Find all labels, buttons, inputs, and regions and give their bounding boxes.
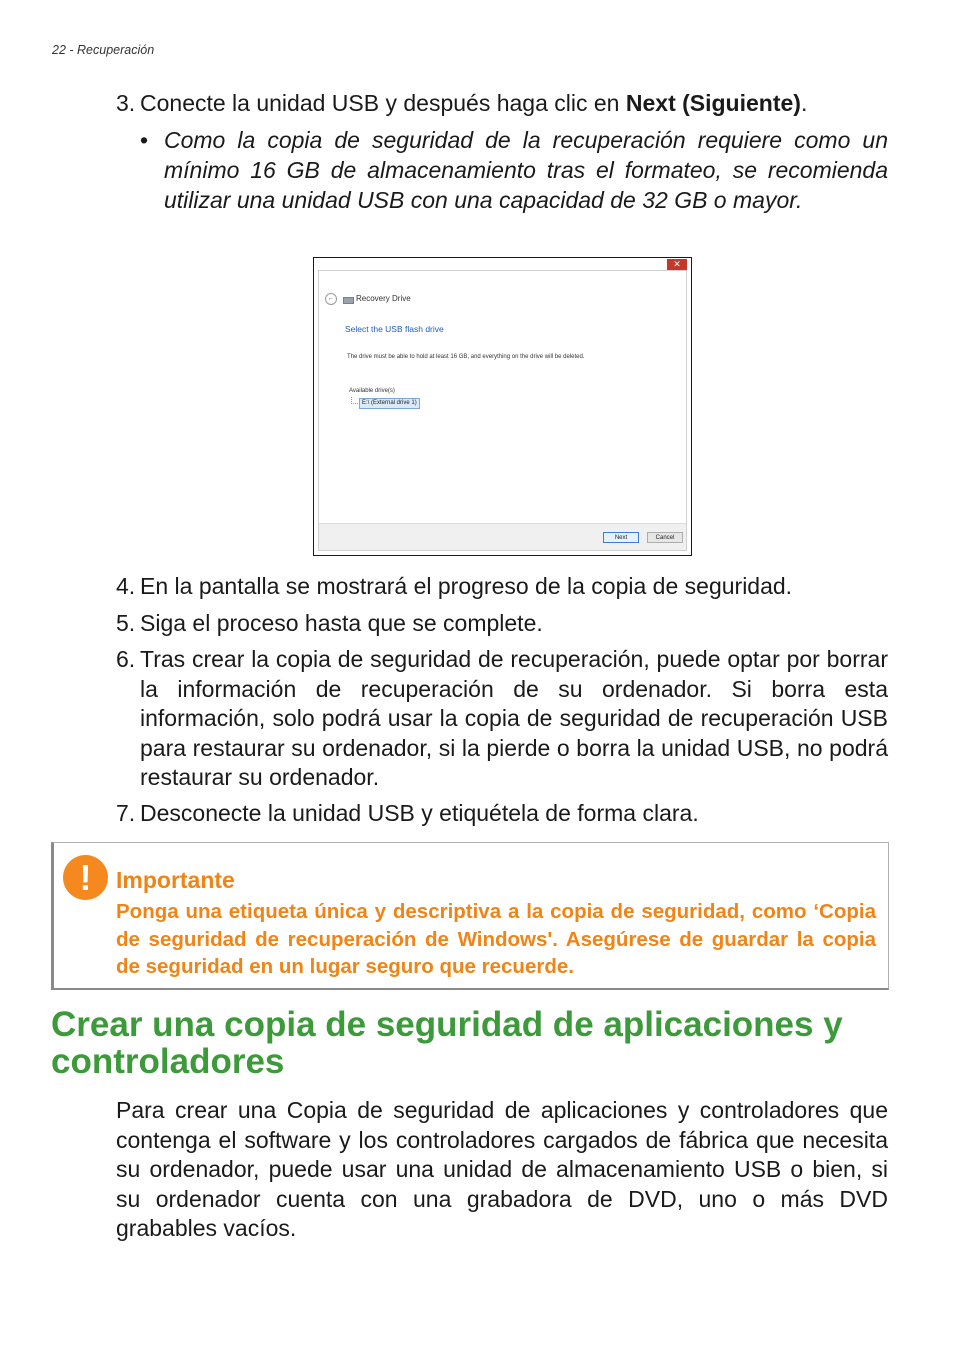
step-text-part: . — [800, 90, 808, 116]
dialog-description: The drive must be able to hold at least 16 GB, and everything on the drive will be deleted. — [347, 354, 585, 360]
bullet-note — [140, 125, 888, 215]
bullet-symbol: • — [140, 127, 149, 153]
section-paragraph: Para crear una Copia de seguridad de aplicaciones y controladores que contenga el software y los controladores cargados de fábrica que necesita su ordenador, puede usar una unidad de almacenamiento USB o bien, si su ordenador cuenta con una grabadora de DVD, uno o más DVD grabables vacíos. — [116, 1097, 888, 1241]
drive-list-item[interactable]: E:\ (External drive 1) — [359, 398, 420, 409]
step-7 — [116, 799, 888, 829]
dialog-title: Recovery Drive — [356, 294, 411, 303]
step-3 — [116, 89, 888, 119]
next-button[interactable]: Next — [603, 532, 639, 543]
dialog-footer — [319, 523, 686, 550]
back-arrow-icon[interactable]: ← — [325, 293, 337, 305]
important-title: Importante — [116, 867, 235, 893]
step-number: 3. — [116, 90, 136, 116]
step-5 — [116, 609, 888, 639]
step-number: 7. — [116, 800, 136, 826]
dialog-heading: Select the USB flash drive — [345, 324, 444, 334]
dialog-body — [318, 270, 687, 551]
step-number: 5. — [116, 610, 136, 636]
step-4 — [116, 572, 888, 602]
cancel-button[interactable]: Cancel — [647, 532, 683, 543]
available-drives-label: Available drive(s) — [349, 388, 395, 394]
step-text: En la pantalla se mostrará el progreso de la copia de seguridad. — [140, 573, 793, 599]
bullet-text: Como la copia de seguridad de la recuperación requiere como un mínimo 16 GB de almacenamiento tras el formateo, se recomienda utilizar una unidad USB con una capacidad de 32 GB o mayor. — [164, 127, 888, 213]
step-number: 6. — [116, 646, 136, 672]
close-icon[interactable]: ✕ — [667, 259, 687, 270]
step-6 — [116, 645, 888, 793]
step-text: Tras crear la copia de seguridad de recuperación, puede optar por borrar la información de recuperación de su ordenador. Si borra esta información, solo podrá usar la copia de seguridad de recuperación USB para restaurar su ordenador, si la pierde o borra la unidad USB, no podrá restaurar su ordenador. — [140, 646, 888, 790]
important-note — [51, 842, 889, 990]
warning-icon: ! — [63, 855, 108, 900]
step-text-part: Conecte la unidad USB y después haga clic en — [140, 90, 626, 116]
drive-icon — [343, 297, 354, 304]
step-text: Siga el proceso hasta que se complete. — [140, 610, 543, 636]
step-text: Desconecte la unidad USB y etiquétela de forma clara. — [140, 800, 699, 826]
next-button-reference: Next (Siguiente) — [625, 90, 801, 116]
section-heading: Crear una copia de seguridad de aplicaciones y controladores — [51, 1005, 843, 1081]
step-text — [140, 89, 888, 119]
important-body: Ponga una etiqueta única y descriptiva a la copia de seguridad, como ‘Copia de seguridad de recuperación de Windows'. Asegúrese de guardar la copia de seguridad en un lugar seguro que recuerde. — [116, 900, 876, 978]
step-number: 4. — [116, 573, 136, 599]
recovery-drive-screenshot — [313, 257, 692, 556]
running-header: 22 - Recuperación — [52, 43, 155, 57]
